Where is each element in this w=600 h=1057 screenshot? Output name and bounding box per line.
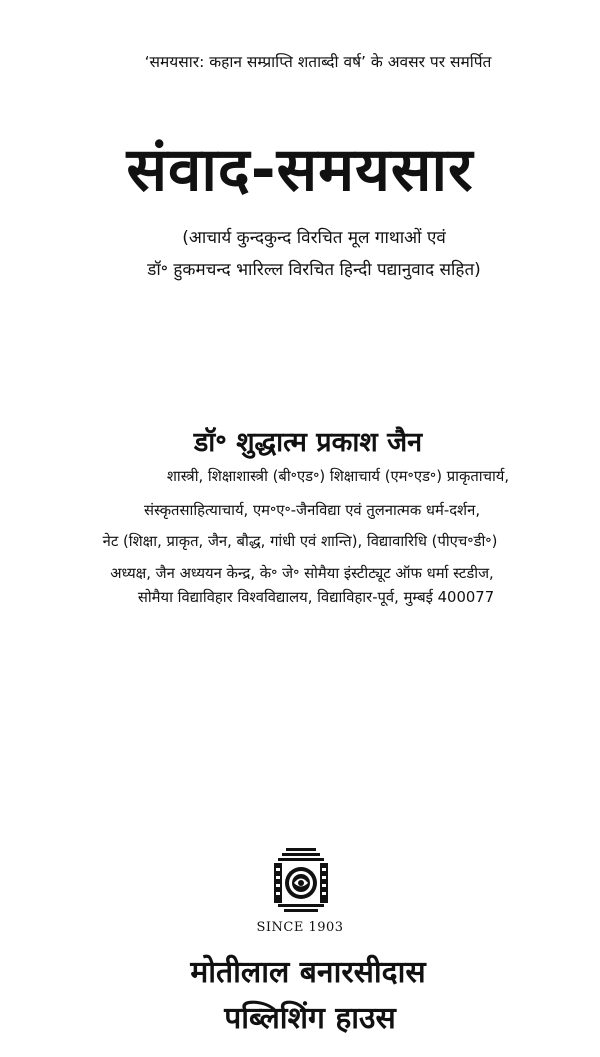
author-qualification-1: शास्त्री, शिक्षाशास्त्री (बी॰एड॰) शिक्षाचार्य (एम॰एड॰) प्राकृताचार्य,: [166, 468, 510, 485]
subtitle-line-1: (आचार्य कुन्दकुन्द विरचित मूल गाथाओं एवं: [182, 228, 446, 248]
subtitle-line-2: डॉ॰ हुकमचन्द भारिल्ल विरचित हिन्दी पद्यानुवाद सहित): [147, 260, 481, 280]
publisher-emblem-icon: [270, 846, 332, 914]
author-qualification-2: संस्कृतसाहित्याचार्य, एम॰ए॰-जैनविद्या एवं तुलनात्मक धर्म-दर्शन,: [143, 502, 481, 519]
author-qualification-4: अध्यक्ष, जैन अध्ययन केन्द्र, के॰ जे॰ सोमैया इंस्टीट्यूट ऑफ धर्मा स्टडीज,: [110, 565, 494, 582]
since-year-label: SINCE 1903: [256, 920, 344, 935]
author-qualification-3: नेट (शिक्षा, प्राकृत, जैन, बौद्ध, गांधी एवं शान्ति), विद्यावारिधि (पीएच॰डी॰): [102, 533, 498, 550]
author-qualification-5: सोमैया विद्याविहार विश्वविद्यालय, विद्याविहार-पूर्व, मुम्बई 400077: [137, 589, 495, 606]
publisher-name-line-1: मोतीलाल बनारसीदास: [190, 955, 426, 990]
dedication-line: ‘समयसार: कहान सम्प्राप्ति शताब्दी वर्ष’ के अवसर पर समर्पित: [144, 53, 492, 71]
publisher-name-line-2: पब्लिशिंग हाउस: [224, 1001, 396, 1036]
book-title: संवाद-समयसार: [126, 135, 474, 205]
author-name: डॉ॰ शुद्धात्म प्रकाश जैन: [193, 427, 423, 458]
publisher-emblem-svg: [270, 846, 332, 914]
